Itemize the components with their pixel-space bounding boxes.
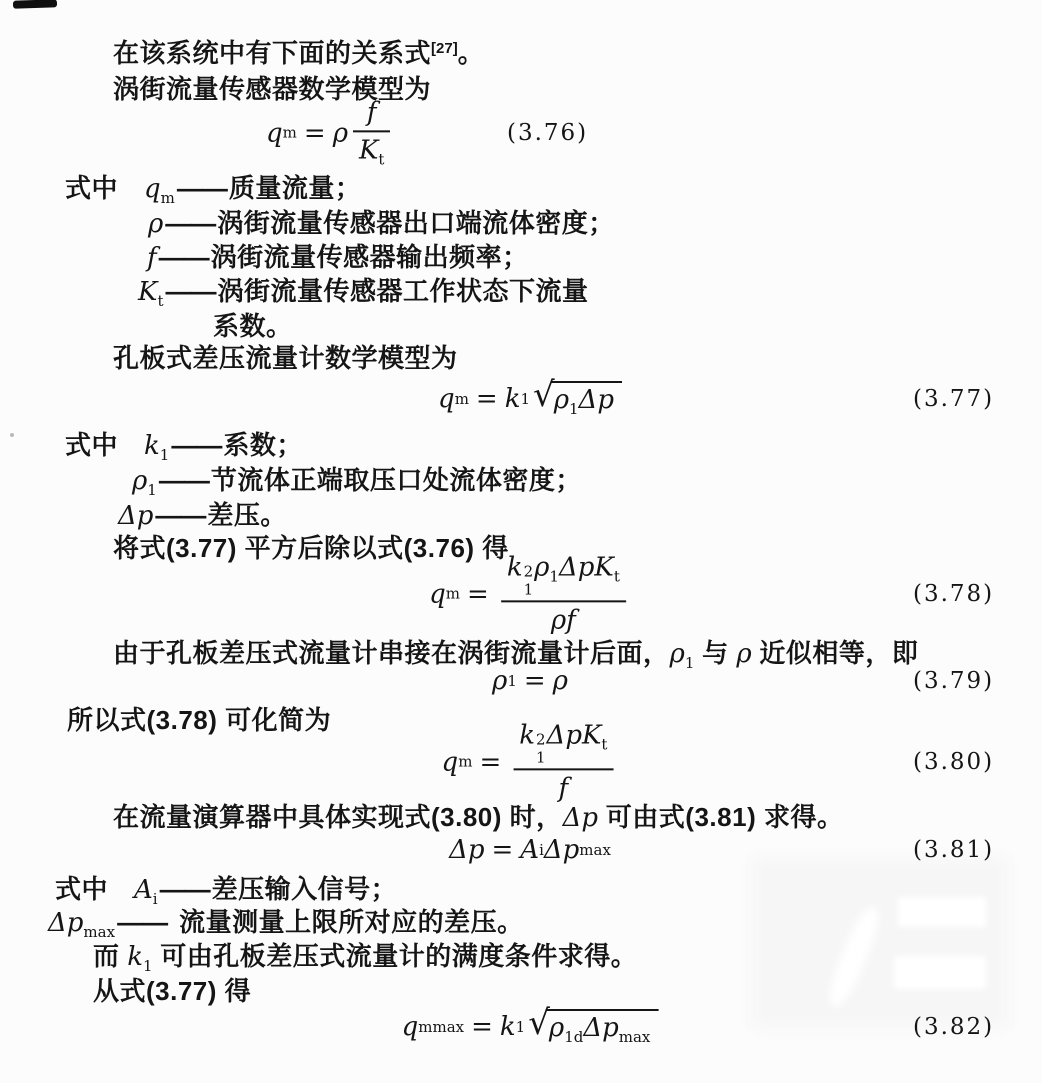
paragraph-vortex-model: 涡街流量传感器数学模型为 <box>113 74 432 104</box>
equation-3-76 <box>266 98 395 167</box>
math-k: k <box>519 720 536 751</box>
definition-dash: —— <box>165 208 216 238</box>
intro-period: 。 <box>457 38 485 68</box>
math-f: f <box>566 605 576 636</box>
math-delta-p: Δp <box>449 835 485 865</box>
watermark-artifact <box>894 956 986 989</box>
math-qm: q <box>429 578 446 609</box>
math-rho: ρ <box>552 666 568 696</box>
math-f: f <box>366 97 377 128</box>
equation-3-81 <box>449 835 611 865</box>
definition-text: 差压。 <box>207 500 287 530</box>
citation-reference: [27] <box>431 40 458 57</box>
math-symbol: K <box>138 277 158 307</box>
math-symbol: Δp <box>118 501 154 531</box>
math-rho: ρ <box>534 552 550 583</box>
definition-text: 差压输入信号； <box>211 874 398 904</box>
equation-3-77 <box>438 375 622 418</box>
math-k: k <box>506 552 523 583</box>
math-sub: 1 <box>684 654 695 672</box>
definition-dash: —— <box>176 173 227 203</box>
equals-sign: = <box>303 117 326 148</box>
math-sub: 1 <box>515 1017 526 1036</box>
where1-row-qm <box>65 168 361 206</box>
math-qm: q <box>438 384 455 414</box>
watermark-artifact <box>898 897 986 927</box>
where1-row-Kt <box>138 271 588 309</box>
equation-number-377: (3.77) <box>913 386 995 412</box>
math-symbol: f <box>147 243 157 273</box>
equals-sign: = <box>479 746 502 777</box>
sup-sub-stack <box>524 564 534 597</box>
equation-number-381: (3.81) <box>913 837 995 863</box>
where1-row-rho <box>148 203 615 241</box>
fraction <box>501 553 626 634</box>
math-sub: m <box>454 389 469 408</box>
math-symbol: ρ <box>132 466 148 496</box>
math-sub: m <box>445 584 461 603</box>
math-rho: ρ <box>550 605 567 636</box>
equation-3-82 <box>401 1003 659 1046</box>
math-sub: 1 <box>569 400 579 418</box>
math-symbol: Δp <box>48 908 84 938</box>
definition-text: 节流体正端取压口处流体密度； <box>210 465 582 495</box>
paragraph-from-377: 从式(3.77) 得 <box>93 976 252 1006</box>
definition-dash: —— <box>159 874 210 904</box>
math-sub: 1 <box>520 389 531 408</box>
math-sub: i <box>539 840 544 859</box>
math-sup: 2 <box>523 562 534 581</box>
math-symbol: k <box>144 431 160 461</box>
equation-3-80 <box>442 721 619 802</box>
math-K: K <box>594 552 614 583</box>
where3-row-dpmax <box>48 902 524 940</box>
math-sub: max <box>618 1028 651 1046</box>
math-delta-p: Δp <box>558 552 595 583</box>
math-sub: mmax <box>418 1017 465 1036</box>
watermark-artifact <box>752 858 1008 1028</box>
equation-number-379: (3.79) <box>913 668 995 694</box>
equation-3-78 <box>429 553 631 634</box>
math-sub: max <box>579 840 611 859</box>
radical-sign: √ <box>533 375 555 415</box>
math-k: k <box>499 1012 516 1042</box>
math-rho: ρ <box>669 639 685 669</box>
math-qm: q <box>401 1012 419 1042</box>
math-sup: 2 <box>536 730 546 749</box>
equation-number-382: (3.82) <box>913 1014 995 1040</box>
math-sub: t <box>157 292 164 310</box>
math-qm: q <box>266 117 283 148</box>
definition-text: 系数。 <box>213 311 293 341</box>
intro-text: 在该系统中有下面的关系式 <box>113 38 432 68</box>
definition-dash: —— <box>158 465 209 495</box>
math-A: A <box>520 835 540 865</box>
equals-sign: = <box>523 666 546 696</box>
definition-text: 涡街流量传感器出口端流体密度； <box>217 208 615 238</box>
math-sub: t <box>378 150 385 169</box>
math-sub: 1d <box>564 1028 584 1046</box>
math-sub: max <box>83 923 116 941</box>
scan-speck <box>10 433 14 437</box>
definition-dash: —— <box>165 276 216 306</box>
where1-row-f <box>147 237 529 275</box>
math-sub: i <box>152 890 158 908</box>
paragraph-square-divide: 将式(3.77) 平方后除以式(3.76) 得 <box>113 533 509 563</box>
math-symbol: q <box>144 174 161 204</box>
definition-dash: —— <box>171 430 222 460</box>
math-rho: ρ <box>332 117 348 148</box>
equals-sign: = <box>475 384 498 414</box>
definition-text: 系数； <box>223 430 303 460</box>
where2-row-k1 <box>65 425 303 463</box>
fraction <box>353 98 390 167</box>
math-qm: q <box>441 746 459 777</box>
math-rho: ρ <box>553 385 569 415</box>
definition-text: 流量测量上限所对应的差压。 <box>179 907 524 937</box>
math-symbol: A <box>134 875 153 905</box>
math-k: k <box>504 384 521 414</box>
paragraph-intro <box>113 33 484 70</box>
equation-number-376: (3.76) <box>507 120 589 146</box>
math-rho: ρ <box>492 666 508 696</box>
radical-sign: √ <box>528 1003 550 1043</box>
math-sub: m <box>160 189 175 207</box>
scan-artifact-mark <box>13 0 57 9</box>
definition-dash: —— <box>155 500 206 530</box>
definition-text: 质量流量； <box>228 173 362 203</box>
equals-sign: = <box>471 1012 493 1042</box>
math-delta-p: Δp <box>543 835 580 865</box>
math-sub: 1 <box>147 481 157 499</box>
math-rho: ρ <box>548 1013 565 1043</box>
math-sub: 1 <box>523 580 534 599</box>
math-f: f <box>558 773 569 804</box>
definition-text: 涡街流量传感器工作状态下流量 <box>217 276 589 306</box>
paragraph-simplify: 所以式(3.78) 可化简为 <box>67 705 332 735</box>
math-symbol: ρ <box>148 209 164 239</box>
definition-dash: —— <box>158 242 209 272</box>
where2-row-dp <box>118 495 287 532</box>
math-sub: t <box>613 567 620 586</box>
math-k: k <box>127 942 143 972</box>
where-label: 式中 <box>65 430 119 460</box>
math-sub: 1 <box>507 671 517 690</box>
equals-sign: = <box>467 578 489 609</box>
square-root <box>533 375 622 418</box>
math-rho: ρ <box>736 639 752 669</box>
definition-dash: —— <box>117 907 168 937</box>
equation-3-79 <box>492 666 568 696</box>
math-delta-p: Δp <box>546 720 582 751</box>
math-delta-p: Δp <box>578 385 614 415</box>
definition-text: 涡街流量传感器输出频率； <box>210 242 529 272</box>
paragraph-implement: 在流量演算器中具体实现式(3.80) 时，Δp 可由式(3.81) 求得。 <box>113 802 844 833</box>
math-sub: t <box>601 735 608 754</box>
square-root <box>528 1003 658 1046</box>
fraction <box>513 721 613 802</box>
math-delta-p: Δp <box>583 1013 619 1043</box>
math-sub: m <box>458 752 473 771</box>
math-sub: 1 <box>536 748 546 767</box>
where-label: 式中 <box>55 874 109 904</box>
paragraph-orifice-model: 孔板式差压流量计数学模型为 <box>113 343 458 373</box>
math-sub: 1 <box>159 446 170 464</box>
math-sub: 1 <box>143 957 153 975</box>
math-sub: 1 <box>549 567 559 586</box>
math-K: K <box>358 135 379 166</box>
where2-row-rho1 <box>132 460 582 498</box>
paragraph-k1-condition: 而 $k_1$ 可由孔板差压式流量计的满度条件求得。 <box>93 941 638 975</box>
math-K: K <box>581 720 602 751</box>
equation-number-380: (3.80) <box>913 749 995 775</box>
equation-number-378: (3.78) <box>913 581 995 607</box>
paragraph-series: 由于孔板差压式流量计串接在涡街流量计后面，$\rho_1$ 与 ρ 近似相等，即 <box>113 638 919 672</box>
math-delta-p: Δp <box>562 803 599 833</box>
sup-sub-stack <box>536 732 546 765</box>
equals-sign: = <box>491 835 514 865</box>
math-sub: m <box>282 123 297 142</box>
where-label: 式中 <box>65 173 119 203</box>
